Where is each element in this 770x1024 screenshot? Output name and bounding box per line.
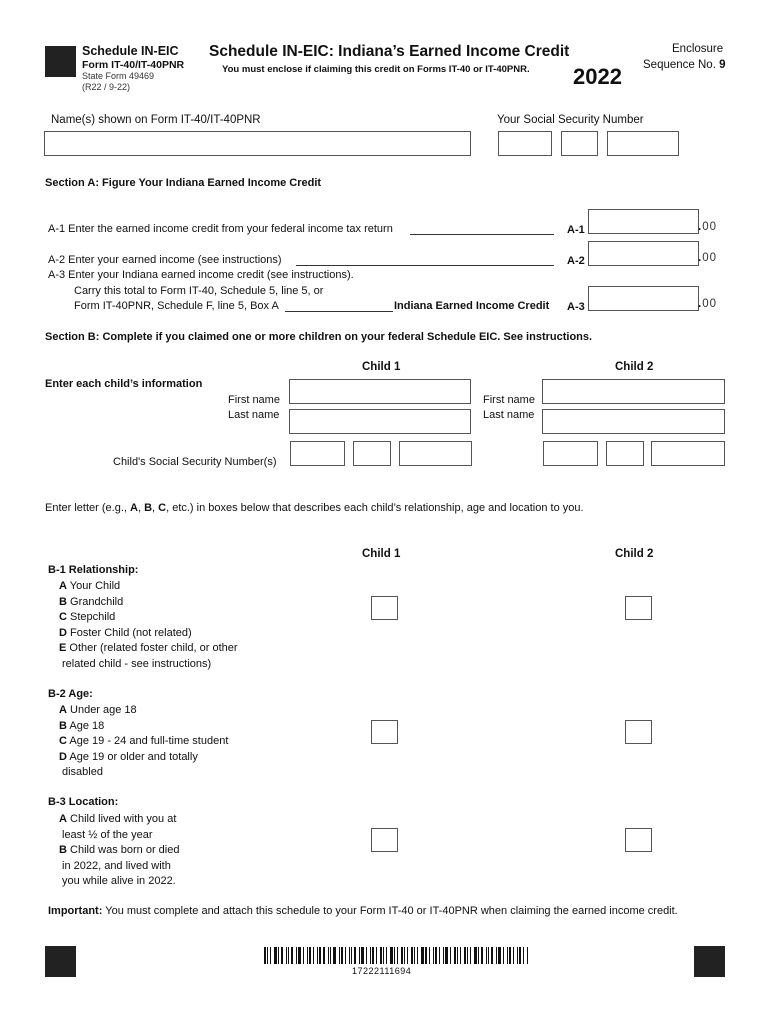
line-a1-amount[interactable] — [588, 209, 699, 234]
state-form-number: State Form 49469 — [82, 71, 155, 81]
b3-option-b: B Child was born or died — [59, 844, 180, 856]
b1-option-b: B Grandchild — [59, 595, 124, 608]
child2-b1-box[interactable] — [625, 596, 652, 620]
sequence-label: Sequence No. — [643, 59, 716, 71]
b2-option-b: B Age 18 — [59, 719, 105, 732]
b3-option-b-cont2: you while alive in 2022. — [62, 875, 176, 887]
line-a2-code: A-2 — [567, 255, 585, 267]
b1-option-c: C Stepchild — [59, 611, 116, 623]
b3-option-b-cont1: in 2022, and lived with — [62, 859, 171, 872]
line-a1-leader — [410, 234, 554, 235]
names-field[interactable] — [44, 131, 471, 156]
page-subtitle: You must enclose if claiming this credit on Forms IT-40 or IT-40PNR. — [222, 64, 530, 75]
child2-last-name-label: Last name — [483, 409, 535, 421]
child2-b3-box[interactable] — [625, 828, 652, 852]
ssn-field-part2[interactable] — [561, 131, 598, 156]
child1-last-name-label: Last name — [228, 409, 280, 421]
child-ssn-label: Child's Social Security Number(s) — [113, 456, 277, 468]
child1-b3-box[interactable] — [371, 828, 398, 852]
names-label: Name(s) shown on Form IT-40/IT-40PNR — [51, 114, 261, 126]
letter-instructions: Enter letter (e.g., A, B, C, etc.) in boxes below that describes each child’s relationship, age and location to you. — [45, 502, 584, 514]
sequence-number — [643, 59, 726, 71]
child2-first-name-label: First name — [483, 394, 535, 406]
line-a3-code: A-3 — [567, 301, 585, 313]
tax-year: 2022 — [573, 64, 622, 89]
line-a3-amount[interactable] — [588, 286, 699, 311]
line-a1-cents: .00 — [698, 221, 717, 233]
line-a1-code: A-1 — [567, 224, 585, 236]
child2-header: Child 2 — [615, 361, 654, 373]
line-a2-amount[interactable] — [588, 241, 699, 266]
b1-option-d: D Foster Child (not related) — [59, 626, 192, 639]
registration-mark-bottom-left — [45, 946, 76, 977]
line-a3-line2: Carry this total to Form IT-40, Schedule 5, line 5, or — [74, 285, 324, 297]
line-a3-bold-label: Indiana Earned Income Credit — [394, 300, 550, 312]
section-a-heading: Section A: Figure Your Indiana Earned Income Credit — [45, 177, 322, 189]
b2-option-d: D Age 19 or older and totally — [59, 750, 198, 763]
b2-option-c: C Age 19 - 24 and full-time student — [59, 735, 229, 747]
b2-option-a: A Under age 18 — [59, 704, 137, 716]
child2-ssn-part3[interactable] — [651, 441, 725, 466]
revision-date: (R22 / 9-22) — [82, 82, 131, 92]
ssn-field-part1[interactable] — [498, 131, 552, 156]
child2-ssn-part2[interactable] — [606, 441, 644, 466]
b3-options — [59, 812, 179, 890]
line-a2-cents: .00 — [698, 252, 717, 264]
child1-header-b: Child 1 — [362, 548, 401, 560]
barcode — [264, 947, 529, 964]
b1-options — [59, 579, 238, 672]
line-a3-text: A-3 Enter your Indiana earned income credit (see instructions). — [48, 269, 354, 281]
line-a3-cents: .00 — [698, 298, 717, 310]
line-a2-leader — [296, 265, 554, 266]
b2-options — [59, 703, 228, 781]
b3-option-a: A Child lived with you at — [59, 813, 177, 825]
important-label: Important: — [48, 905, 103, 917]
important-note — [48, 905, 678, 917]
child2-first-name-field[interactable] — [542, 379, 725, 404]
child2-header-b: Child 2 — [615, 548, 654, 560]
b2-option-d-cont: disabled — [62, 766, 103, 778]
b3-heading: B-3 Location: — [48, 796, 119, 808]
important-text: You must complete and attach this schedule to your Form IT-40 or IT-40PNR when claiming the earned income credit. — [102, 905, 678, 917]
schedule-name: Schedule IN-EIC — [82, 44, 179, 58]
registration-mark-bottom-right — [694, 946, 725, 977]
child1-header: Child 1 — [362, 361, 401, 373]
child1-first-name-field[interactable] — [289, 379, 471, 404]
form-name: Form IT-40/IT-40PNR — [82, 59, 185, 71]
child1-first-name-label: First name — [228, 394, 280, 406]
ssn-label: Your Social Security Number — [497, 114, 644, 126]
ssn-field-part3[interactable] — [607, 131, 679, 156]
line-a2-text: A-2 Enter your earned income (see instructions) — [48, 254, 282, 266]
line-a1-text: A-1 Enter the earned income credit from your federal income tax return — [48, 223, 393, 235]
child1-b1-box[interactable] — [371, 596, 398, 620]
b1-option-a: A Your Child — [59, 580, 121, 592]
line-a3-leader — [285, 311, 393, 312]
barcode-number: 17222111694 — [352, 966, 412, 976]
page-title: Schedule IN-EIC: Indiana’s Earned Income Credit — [209, 43, 570, 60]
b2-heading: B-2 Age: — [48, 688, 93, 700]
child1-b2-box[interactable] — [371, 720, 398, 744]
b1-option-e: E Other (related foster child, or other — [59, 642, 238, 654]
enter-child-info-label: Enter each child’s information — [45, 378, 203, 390]
b1-option-e-cont: related child - see instructions) — [62, 657, 212, 670]
enclosure-label: Enclosure — [672, 43, 724, 55]
b1-heading: B-1 Relationship: — [48, 564, 139, 576]
section-b-heading: Section B: Complete if you claimed one or more children on your federal Schedule EIC. See instructions. — [45, 331, 593, 343]
sequence-value: 9 — [719, 59, 726, 71]
line-a3-line3: Form IT-40PNR, Schedule F, line 5, Box A — [74, 300, 279, 312]
registration-mark-top-left — [45, 46, 76, 77]
b3-option-a-cont: least ½ of the year — [62, 828, 153, 841]
child1-ssn-part3[interactable] — [399, 441, 472, 466]
child2-last-name-field[interactable] — [542, 409, 725, 434]
child2-b2-box[interactable] — [625, 720, 652, 744]
child1-ssn-part2[interactable] — [353, 441, 391, 466]
child1-ssn-part1[interactable] — [290, 441, 345, 466]
child2-ssn-part1[interactable] — [543, 441, 598, 466]
child1-last-name-field[interactable] — [289, 409, 471, 434]
